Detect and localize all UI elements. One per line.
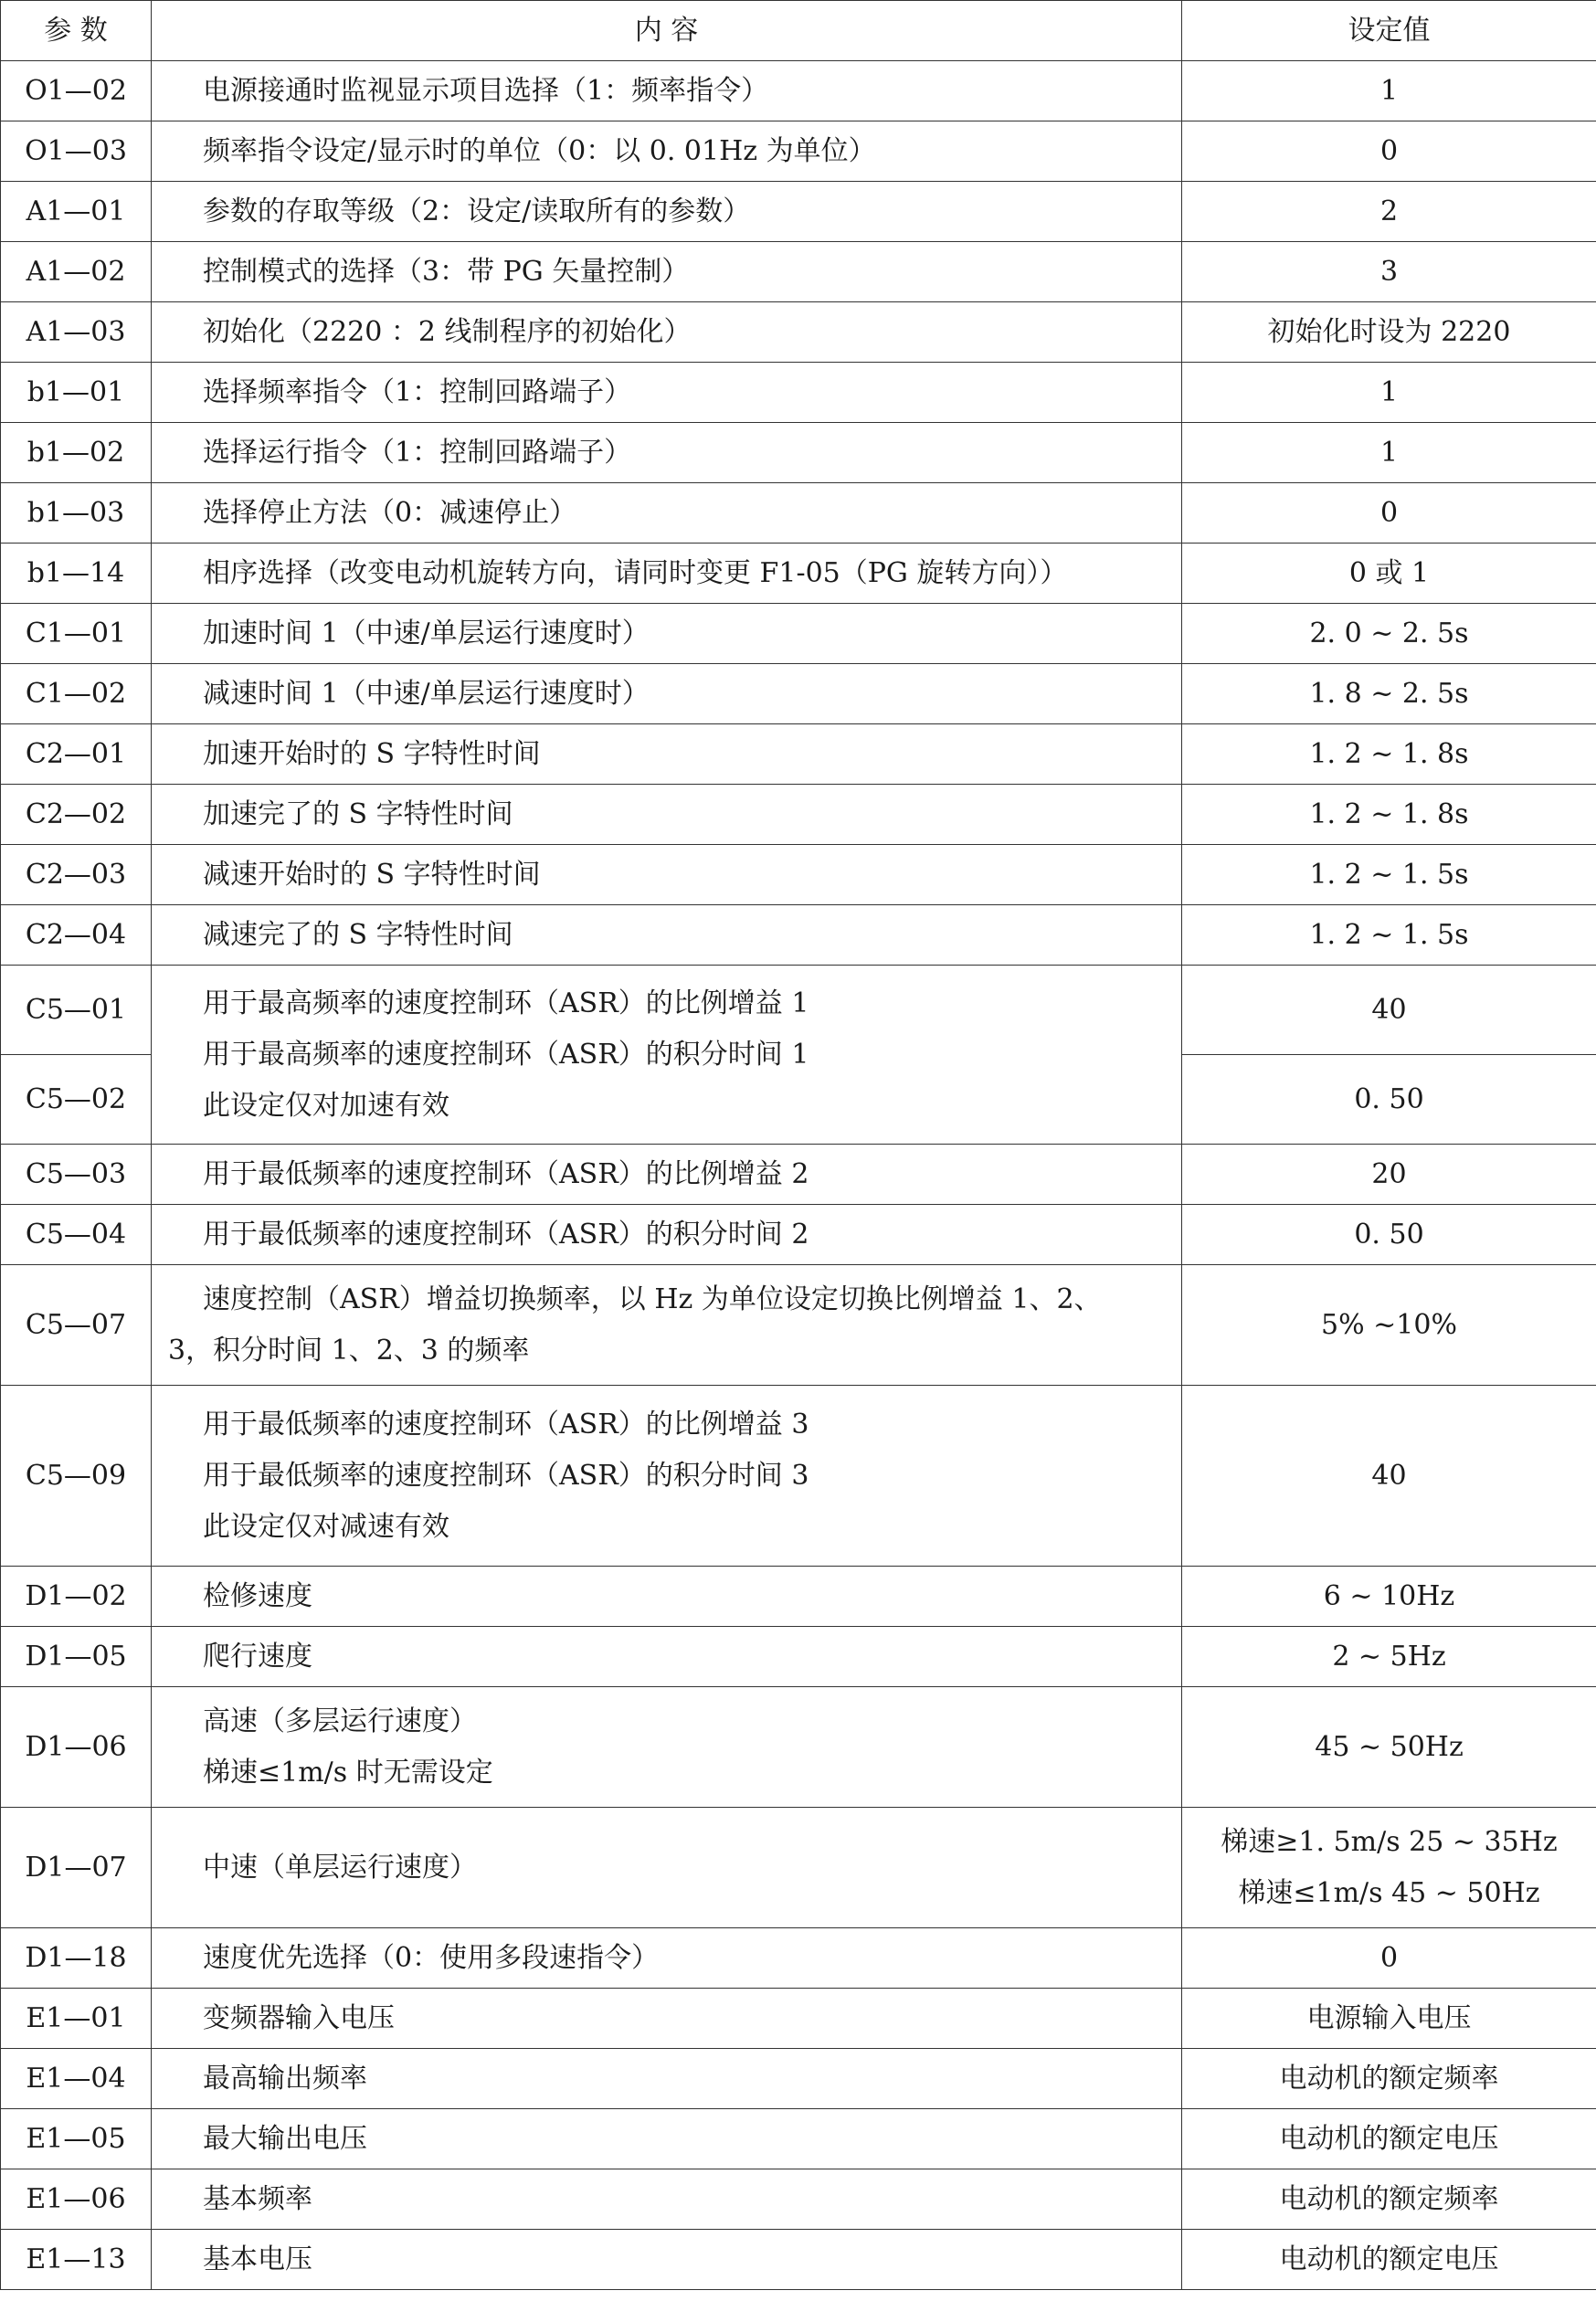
content-cell: 加速完了的 S 字特性时间	[152, 785, 1182, 845]
content-line: 此设定仅对加速有效	[203, 1089, 449, 1122]
param-cell: D1—06	[1, 1687, 152, 1808]
value-cell: 电动机的额定频率	[1182, 2049, 1596, 2109]
content-cell: 选择频率指令（1：控制回路端子）	[152, 363, 1182, 423]
param-cell: C2—01	[1, 724, 152, 785]
content-cell: 频率指令设定/显示时的单位（0：以 0. 01Hz 为单位）	[152, 121, 1182, 182]
content-cell	[152, 966, 1182, 1145]
content-cell	[152, 1265, 1182, 1386]
content-cell: 最高输出频率	[152, 2049, 1182, 2109]
value-cell: 1. 2 ~ 1. 5s	[1182, 845, 1596, 905]
table-row	[1, 302, 1596, 363]
param-cell: C5—02	[1, 1055, 152, 1145]
table-row	[1, 182, 1596, 242]
table-row	[1, 1567, 1596, 1627]
content-line: 用于最高频率的速度控制环（ASR）的比例增益 1	[203, 987, 809, 1019]
param-cell: A1—02	[1, 242, 152, 302]
content-line: 用于最低频率的速度控制环（ASR）的积分时间 3	[203, 1459, 809, 1492]
param-cell: C1—01	[1, 604, 152, 664]
value-cell: 0	[1182, 483, 1596, 544]
param-cell: C5—04	[1, 1205, 152, 1265]
content-cell: 加速时间 1（中速/单层运行速度时）	[152, 604, 1182, 664]
content-cell: 减速完了的 S 字特性时间	[152, 905, 1182, 966]
value-cell: 0. 50	[1182, 1205, 1596, 1265]
table-row	[1, 363, 1596, 423]
param-cell: C5—03	[1, 1145, 152, 1205]
content-cell: 用于最低频率的速度控制环（ASR）的比例增益 2	[152, 1145, 1182, 1205]
table-row	[1, 905, 1596, 966]
value-cell	[1182, 1808, 1596, 1928]
param-cell: E1—01	[1, 1989, 152, 2049]
value-cell: 1. 2 ~ 1. 5s	[1182, 905, 1596, 966]
header-content: 内 容	[152, 1, 1182, 61]
value-cell: 1. 8 ~ 2. 5s	[1182, 664, 1596, 724]
param-cell: E1—04	[1, 2049, 152, 2109]
param-cell: C5—09	[1, 1386, 152, 1567]
value-cell: 电源输入电压	[1182, 1989, 1596, 2049]
table-row	[1, 785, 1596, 845]
value-cell: 0	[1182, 121, 1596, 182]
content-line: 速度控制（ASR）增益切换频率，以 Hz 为单位设定切换比例增益 1、2、	[203, 1282, 1102, 1315]
content-cell	[152, 1687, 1182, 1808]
value-cell: 20	[1182, 1145, 1596, 1205]
param-cell: E1—13	[1, 2230, 152, 2290]
param-cell: C2—03	[1, 845, 152, 905]
table-row	[1, 2230, 1596, 2290]
value-cell: 1. 2 ~ 1. 8s	[1182, 785, 1596, 845]
table-row	[1, 1989, 1596, 2049]
content-cell: 中速（单层运行速度）	[152, 1808, 1182, 1928]
table-row	[1, 1205, 1596, 1265]
content-cell: 参数的存取等级（2：设定/读取所有的参数）	[152, 182, 1182, 242]
content-cell: 电源接通时监视显示项目选择（1：频率指令）	[152, 61, 1182, 121]
value-cell: 初始化时设为 2220	[1182, 302, 1596, 363]
value-line: 梯速≥1. 5m/s 25 ~ 35Hz	[1221, 1825, 1558, 1858]
value-cell: 2	[1182, 182, 1596, 242]
table-row	[1, 2169, 1596, 2230]
content-cell: 选择运行指令（1：控制回路端子）	[152, 423, 1182, 483]
param-cell: A1—03	[1, 302, 152, 363]
param-cell: b1—01	[1, 363, 152, 423]
value-cell: 电动机的额定电压	[1182, 2230, 1596, 2290]
param-cell: C5—07	[1, 1265, 152, 1386]
content-line: 梯速≤1m/s 时无需设定	[203, 1756, 493, 1789]
content-cell: 减速时间 1（中速/单层运行速度时）	[152, 664, 1182, 724]
table-row	[1, 544, 1596, 604]
content-cell	[152, 1386, 1182, 1567]
value-cell: 2. 0 ~ 2. 5s	[1182, 604, 1596, 664]
param-cell: E1—05	[1, 2109, 152, 2169]
param-cell: E1—06	[1, 2169, 152, 2230]
value-cell: 45 ~ 50Hz	[1182, 1687, 1596, 1808]
param-cell: C1—02	[1, 664, 152, 724]
table-row	[1, 1687, 1596, 1808]
param-cell: D1—07	[1, 1808, 152, 1928]
table-row	[1, 483, 1596, 544]
header-row	[1, 1, 1596, 61]
table-row	[1, 121, 1596, 182]
param-cell: C2—02	[1, 785, 152, 845]
content-cell: 基本频率	[152, 2169, 1182, 2230]
param-cell: O1—03	[1, 121, 152, 182]
table-row	[1, 1386, 1596, 1567]
content-cell: 用于最低频率的速度控制环（ASR）的积分时间 2	[152, 1205, 1182, 1265]
param-cell: A1—01	[1, 182, 152, 242]
content-cell: 速度优先选择（0：使用多段速指令）	[152, 1928, 1182, 1989]
content-line: 3，积分时间 1、2、3 的频率	[168, 1334, 530, 1367]
value-cell: 1	[1182, 363, 1596, 423]
param-cell: C5—01	[1, 966, 152, 1055]
value-cell: 40	[1182, 1386, 1596, 1567]
value-cell: 6 ~ 10Hz	[1182, 1567, 1596, 1627]
content-cell: 选择停止方法（0：减速停止）	[152, 483, 1182, 544]
content-cell: 相序选择（改变电动机旋转方向，请同时变更 F1-05（PG 旋转方向））	[152, 544, 1182, 604]
table-row	[1, 724, 1596, 785]
table-row	[1, 604, 1596, 664]
value-cell: 0 或 1	[1182, 544, 1596, 604]
table-row	[1, 61, 1596, 121]
table-row	[1, 1145, 1596, 1205]
param-cell: b1—02	[1, 423, 152, 483]
value-cell: 1	[1182, 61, 1596, 121]
table-row	[1, 1928, 1596, 1989]
value-cell: 2 ~ 5Hz	[1182, 1627, 1596, 1687]
table-row	[1, 242, 1596, 302]
content-cell: 减速开始时的 S 字特性时间	[152, 845, 1182, 905]
param-cell: b1—14	[1, 544, 152, 604]
content-cell: 变频器输入电压	[152, 1989, 1182, 2049]
param-cell: C2—04	[1, 905, 152, 966]
content-line: 用于最低频率的速度控制环（ASR）的比例增益 3	[203, 1408, 809, 1441]
content-cell: 控制模式的选择（3：带 PG 矢量控制）	[152, 242, 1182, 302]
value-cell: 5% ~10%	[1182, 1265, 1596, 1386]
content-cell: 最大输出电压	[152, 2109, 1182, 2169]
content-cell: 爬行速度	[152, 1627, 1182, 1687]
value-line: 梯速≤1m/s 45 ~ 50Hz	[1238, 1876, 1540, 1909]
header-param: 参 数	[1, 1, 152, 61]
table-row	[1, 1627, 1596, 1687]
content-cell: 加速开始时的 S 字特性时间	[152, 724, 1182, 785]
content-cell: 初始化（2220 ：2 线制程序的初始化）	[152, 302, 1182, 363]
table-row	[1, 423, 1596, 483]
table-row	[1, 2049, 1596, 2109]
value-cell: 1	[1182, 423, 1596, 483]
header-value: 设定值	[1182, 1, 1596, 61]
content-cell: 检修速度	[152, 1567, 1182, 1627]
param-cell: b1—03	[1, 483, 152, 544]
value-cell: 0. 50	[1182, 1055, 1596, 1145]
value-cell: 3	[1182, 242, 1596, 302]
param-cell: D1—05	[1, 1627, 152, 1687]
value-cell: 0	[1182, 1928, 1596, 1989]
content-cell: 基本电压	[152, 2230, 1182, 2290]
value-cell: 电动机的额定电压	[1182, 2109, 1596, 2169]
table-row	[1, 966, 1596, 1055]
table-row	[1, 1808, 1596, 1928]
content-line: 此设定仅对减速有效	[203, 1510, 449, 1543]
table-row	[1, 2109, 1596, 2169]
param-cell: D1—02	[1, 1567, 152, 1627]
table-row	[1, 664, 1596, 724]
value-cell: 1. 2 ~ 1. 8s	[1182, 724, 1596, 785]
table-row	[1, 1265, 1596, 1386]
content-line: 用于最高频率的速度控制环（ASR）的积分时间 1	[203, 1038, 809, 1071]
content-line: 高速（多层运行速度）	[203, 1705, 477, 1737]
value-cell: 40	[1182, 966, 1596, 1055]
param-cell: D1—18	[1, 1928, 152, 1989]
table-row	[1, 845, 1596, 905]
param-cell: O1—02	[1, 61, 152, 121]
value-cell: 电动机的额定频率	[1182, 2169, 1596, 2230]
